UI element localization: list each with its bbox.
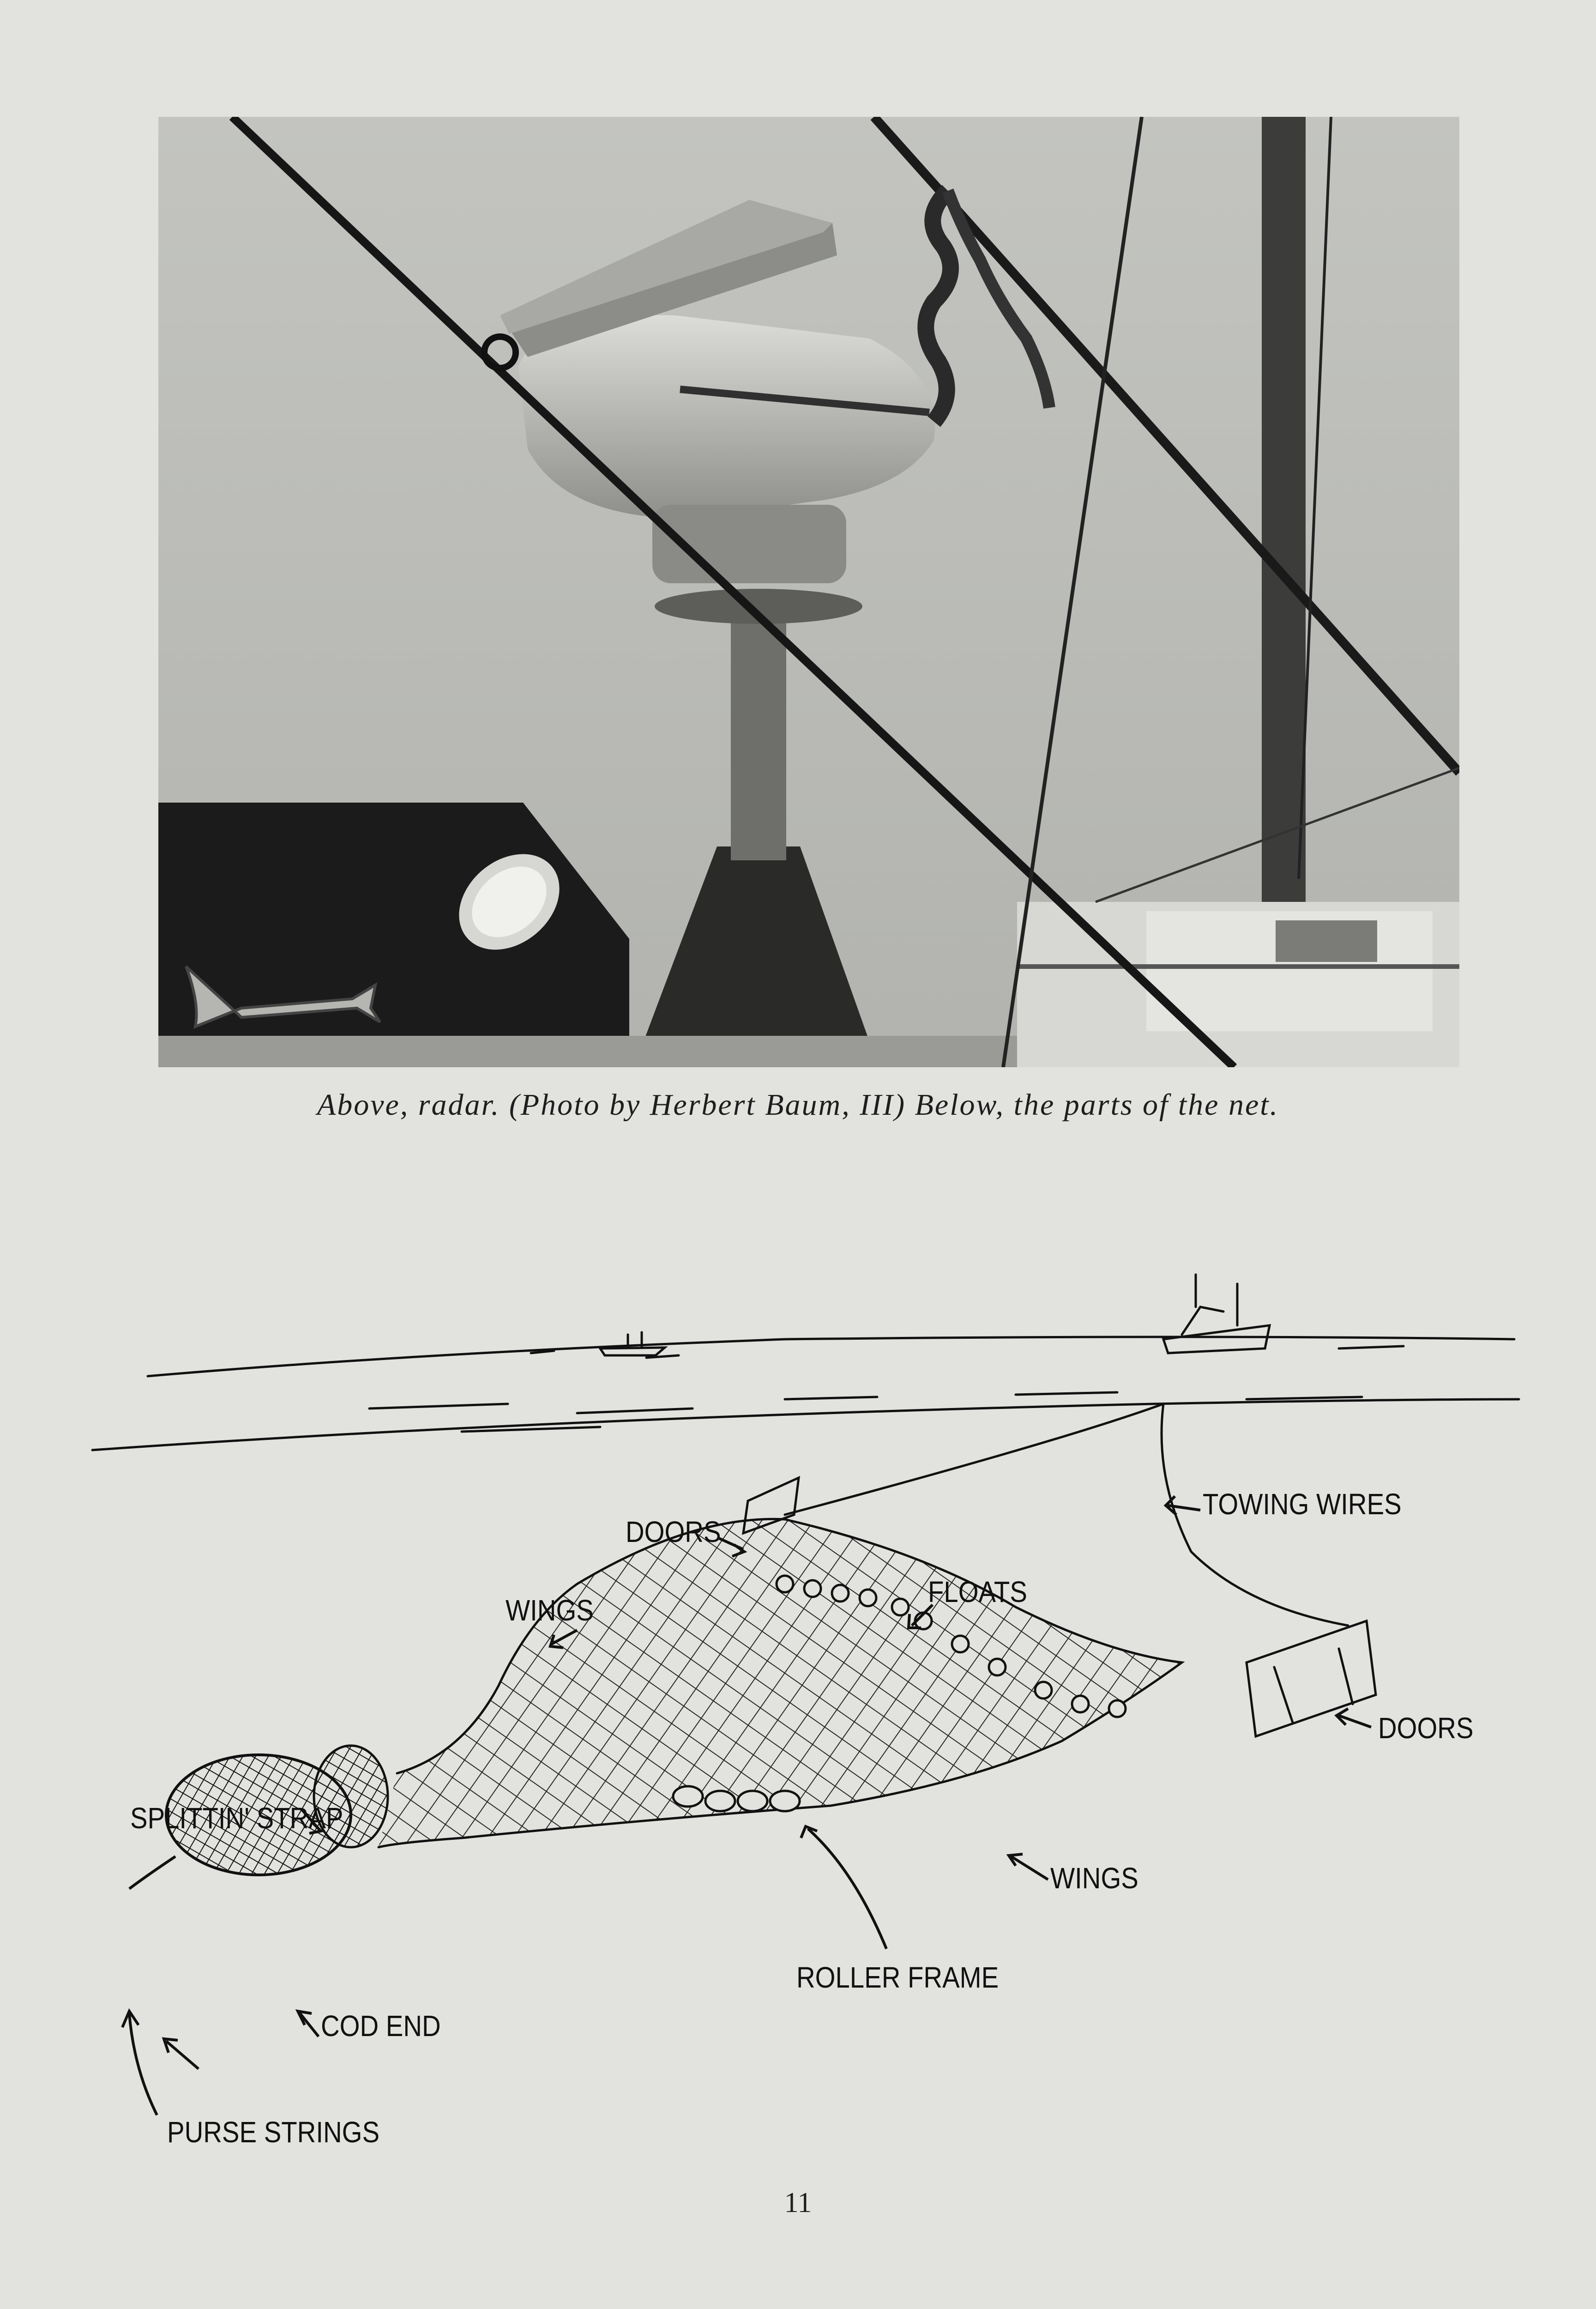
label-purse-strings: PURSE STRINGS [167,2116,380,2149]
radar-photo [158,117,1459,1067]
label-towing-wires: TOWING WIRES [1203,1487,1402,1521]
label-doors-top: DOORS [626,1515,721,1548]
label-splittin-strap: SPLITTIN' STRAP [130,1801,343,1835]
net-diagram [0,1201,1596,2217]
photo-caption: Above, radar. (Photo by Herbert Baum, III) Below, the parts of the net. [317,1088,1279,1122]
label-floats: FLOATS [928,1575,1027,1608]
label-cod-end: COD END [321,2009,441,2043]
label-wings-top: WINGS [506,1594,594,1627]
label-roller-frame: ROLLER FRAME [796,1961,999,1994]
label-doors-right: DOORS [1378,1711,1474,1745]
page-number: 11 [784,2187,812,2218]
radar-photo-illustration [158,117,1459,1067]
label-wings-bottom: WINGS [1050,1862,1138,1895]
net-drawing [0,1201,1596,2217]
